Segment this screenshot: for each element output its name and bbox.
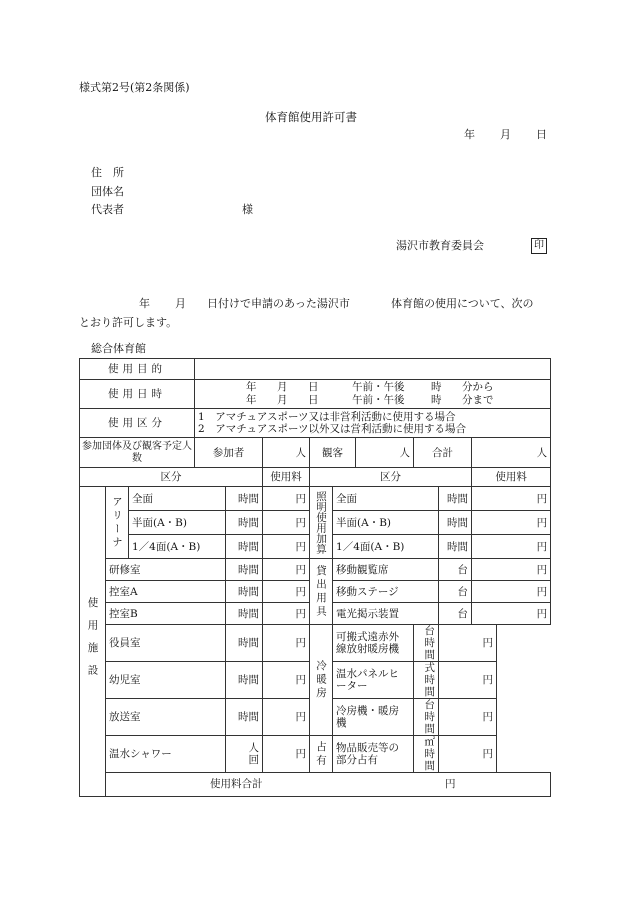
participants-unit: 人 bbox=[263, 438, 310, 468]
body-month: 月 bbox=[175, 297, 186, 310]
aircon-label: 冷暖房 bbox=[315, 659, 328, 701]
participants-row bbox=[80, 438, 551, 468]
representative-label: 代表者 bbox=[91, 203, 124, 216]
spectators-text: 観客 bbox=[310, 438, 356, 468]
total-row bbox=[80, 773, 551, 797]
address-label: 住 所 bbox=[91, 166, 124, 179]
item-arena-half: 半面(A・B) bbox=[129, 511, 226, 535]
ac-units: 台 時間 bbox=[414, 699, 439, 736]
panel-units: 式 時間 bbox=[414, 662, 439, 699]
body-text-a: 日付けで申請のあった湯沢市 bbox=[207, 297, 350, 310]
group-name-label: 団体名 bbox=[91, 185, 124, 198]
table-row: 役員室 時間 円 冷暖房 可搬式遠赤外 線放射暖房機 台 時間 円 bbox=[80, 625, 551, 662]
item-ac: 冷房機・暖房 機 bbox=[333, 699, 414, 736]
fee-total bbox=[106, 773, 551, 797]
table-row: 1／4面(A・B) 時間 円 1／4面(A・B) 時間 円 bbox=[80, 535, 551, 559]
seal-mark: 印 bbox=[531, 238, 547, 254]
sales-units: ㎡ 時間 bbox=[414, 736, 439, 773]
purpose-row bbox=[80, 359, 551, 380]
date-year: 年 bbox=[464, 128, 475, 141]
aircon-label-cell bbox=[310, 625, 333, 736]
total-text: 合計 bbox=[414, 438, 472, 468]
participants-text: 参加者 bbox=[195, 438, 263, 468]
table-row: 研修室 時間 円 貸出用具 移動観覧席 台 円 bbox=[80, 559, 551, 581]
lighting-label-cell bbox=[310, 487, 333, 559]
datetime-row bbox=[80, 380, 551, 409]
header-fee-right: 使用料 bbox=[472, 468, 551, 487]
table-row: 使用施設 アリーナ 全面 時間 円 照明使用加算 全面 時間 円 bbox=[80, 487, 551, 511]
occupy-label-cell bbox=[310, 736, 333, 773]
table-row: 温水シャワー 人 回 円 占有 物品販売等の 部分占有 ㎡ 時間 円 bbox=[80, 736, 551, 773]
honorific: 様 bbox=[242, 203, 253, 216]
body-text-b: 体育館の使用について、次の bbox=[391, 297, 534, 310]
item-hot-shower: 温水シャワー bbox=[106, 736, 226, 773]
occupy-label: 占有 bbox=[315, 740, 328, 768]
date-month: 月 bbox=[500, 128, 511, 141]
item-arena-quarter: 1／4面(A・B) bbox=[129, 535, 226, 559]
item-infant-room: 幼児室 bbox=[106, 662, 226, 699]
item-led-board: 電光掲示装置 bbox=[333, 603, 439, 625]
header-fee-left: 使用料 bbox=[263, 468, 310, 487]
form-number: 様式第2号(第2条関係) bbox=[79, 81, 190, 94]
facility-name: 総合体育館 bbox=[91, 342, 146, 355]
item-light-full: 全面 bbox=[333, 487, 439, 511]
body-year: 年 bbox=[139, 297, 150, 310]
permit-table bbox=[79, 358, 551, 797]
category-label: 使用区分 bbox=[80, 409, 195, 438]
header-category-right: 区分 bbox=[310, 468, 472, 487]
header-row bbox=[80, 468, 551, 487]
item-mobile-seats: 移動観覧席 bbox=[333, 559, 439, 581]
table-row: 放送室 時間 円 冷房機・暖房 機 台 時間 円 bbox=[80, 699, 551, 736]
facilities-label-cell bbox=[80, 487, 106, 797]
issuer: 湯沢市教育委員会 bbox=[396, 239, 484, 252]
fee-total-label: 使用料合計 bbox=[210, 778, 263, 790]
total-unit: 人 bbox=[472, 438, 551, 468]
rental-label: 貸出用具 bbox=[315, 564, 328, 619]
item-room-a: 控室A bbox=[106, 581, 226, 603]
table-row: 控室B 時間 円 電光掲示装置 台 円 bbox=[80, 603, 551, 625]
purpose-value bbox=[195, 359, 551, 380]
item-mobile-stage: 移動ステージ bbox=[333, 581, 439, 603]
item-room-b: 控室B bbox=[106, 603, 226, 625]
item-training-room: 研修室 bbox=[106, 559, 226, 581]
category-option-2: 2 アマチュアスポーツ以外又は営利活動に使用する場合 bbox=[198, 423, 467, 435]
datetime-label: 使用日時 bbox=[80, 380, 195, 409]
shower-units: 人 回 bbox=[226, 736, 263, 773]
datetime-value: 年 月 日 午前・午後 時 分から 年 月 日 午前・午後 時 分まで bbox=[195, 380, 551, 409]
lighting-label: 照明使用加算 bbox=[315, 491, 328, 554]
category-option-1: 1 アマチュアスポーツ又は非営利活動に使用する場合 bbox=[198, 411, 456, 423]
item-light-half: 半面(A・B) bbox=[333, 511, 439, 535]
table-row: 控室A 時間 円 移動ステージ 台 円 bbox=[80, 581, 551, 603]
document-title: 体育館使用許可書 bbox=[265, 110, 357, 124]
arena-label-cell bbox=[106, 487, 129, 559]
heater-units: 台 時間 bbox=[414, 625, 439, 662]
category-options bbox=[195, 409, 551, 438]
category-row bbox=[80, 409, 551, 438]
item-broadcast-room: 放送室 bbox=[106, 699, 226, 736]
item-panel-heater: 温水パネルヒ ーター bbox=[333, 662, 414, 699]
item-sales-space: 物品販売等の 部分占有 bbox=[333, 736, 414, 773]
body-text-c: とおり許可します。 bbox=[79, 316, 178, 329]
table-row: 幼児室 時間 円 温水パネルヒ ーター 式 時間 円 bbox=[80, 662, 551, 699]
table-row: 半面(A・B) 時間 円 半面(A・B) 時間 円 bbox=[80, 511, 551, 535]
item-officers-room: 役員室 bbox=[106, 625, 226, 662]
item-light-quarter: 1／4面(A・B) bbox=[333, 535, 439, 559]
item-heater: 可搬式遠赤外 線放射暖房機 bbox=[333, 625, 414, 662]
arena-label: アリーナ bbox=[111, 495, 123, 550]
purpose-label: 使用目的 bbox=[80, 359, 195, 380]
header-category-left: 区分 bbox=[80, 468, 263, 487]
facilities-label: 使用施設 bbox=[86, 596, 99, 687]
item-arena-full: 全面 bbox=[129, 487, 226, 511]
fee-total-yen: 円 bbox=[445, 778, 456, 790]
spectators-unit: 人 bbox=[356, 438, 414, 468]
participants-label: 参加団体及び観客予定人数 bbox=[80, 438, 195, 468]
date-day: 日 bbox=[536, 128, 547, 141]
rental-label-cell bbox=[310, 559, 333, 625]
